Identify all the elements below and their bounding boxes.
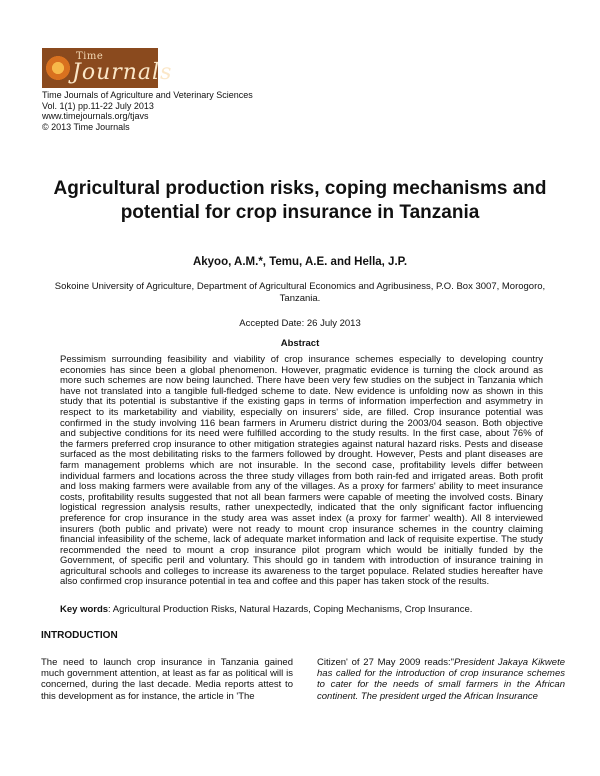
introduction-heading: INTRODUCTION [41,630,118,641]
intro-right-column [317,657,565,702]
intro-right-plain: Citizen' of 27 May 2009 reads:" [317,657,454,668]
intro-right-quote: President Jakaya Kikwete has called for the introduction of crop insurance schemes to cater for the needs of small farmers in the African continent. The president urged the African Insurance [317,657,565,702]
journal-url[interactable]: www.timejournals.org/tjavs [42,111,149,121]
accepted-date: Accepted Date: 26 July 2013 [239,318,361,329]
abstract-text: Pessimism surrounding feasibility and viability of crop insurance schemes especially to developing country economies has since been a global phenomenon. However, pragmatic evidence is turning the clock around as more such schemes are now being launched. There have been very few studies on the subject in Tanzania which have not translated into a tangible full-fledged scheme to date. New evidence is unfolding now as shown in this study that its potential is substantive if the existing gaps in terms of information imperfection and asymmetry in respect to its marketability and viability, especially on insurers' side, are filled. Crop insurance potential was confirmed in the study involving 116 bean farmers in Arumeru district during the 2003/04 season. Both objective and subjective conditions for its need were fulfilled according to the study results. In the first case, about 76% of the farmers preferred crop insurance to other mitigation strategies against natural hazard risks. Pests and disease surfaced as the most debilitating risks to the farmers followed by drought. However, Pests and plant diseases are farm management problems which are not insurable. In the second case, profitability levels differ between individual farmers and locations across the three study villages from both rain-fed and irrigated areas. Both profit and loss making farmers were available from any of the villages. As a proxy for farmers' ability to meet insurance costs, profitability results suggested that not all bean farmers were capable of meeting the involved costs. Binary logistical regression analysis results, rather unexpectedly, indicated that the only significant factor influencing preference for crop insurance in the study area was asset index (a proxy for farmer' wealth). All 8 interviewed insurers (both public and private) were not ready to mount crop insurance schemes in the country claiming financial infeasibility of the scheme, lack of adequate market information and lack of requisite expertise. The study recommended the need to mount a crop insurance pilot program which would be initially funded by the Government, of specific peril and voluntary. This should go in tandem with introduction of insurance training in agricultural schools and colleges to increase its awareness to the target populace. Related studies hereafter have also confirmed crop insurance potential in tea and coffee and this paper has taken stock of the results. [60,354,543,588]
journal-name: Time Journals of Agriculture and Veterinary Sciences [42,90,253,100]
paper-authors: Akyoo, A.M.*, Temu, A.E. and Hella, J.P. [192,256,408,268]
keywords [60,604,550,615]
paper-title: Agricultural production risks, coping mechanisms and potential for crop insurance in Tanzania [53,178,547,223]
sun-emblem-icon [44,54,72,82]
paper-affiliation: Sokoine University of Agriculture, Department of Agricultural Economics and Agribusiness, P.O. Box 3007, Morogoro, Tanzania. [54,281,546,304]
logo-small-text: Time [76,51,104,62]
journal-logo [42,48,173,88]
logo-big-text: Journals [72,60,173,85]
keywords-list: : Agricultural Production Risks, Natural Hazards, Coping Mechanisms, Crop Insurance. [108,604,473,615]
journal-copyright: © 2013 Time Journals [42,121,130,132]
journal-volume: Vol. 1(1) pp.11-22 July 2013 [42,100,154,111]
keywords-label: Key words [60,604,109,615]
intro-left-column: The need to launch crop insurance in Tanzania gained much government attention, at least as far as political will is concerned, during the last decade. Media reports attest to this development as for instance, the article in 'The [41,657,293,702]
abstract-heading: Abstract [280,338,320,349]
journal-info [42,90,253,132]
